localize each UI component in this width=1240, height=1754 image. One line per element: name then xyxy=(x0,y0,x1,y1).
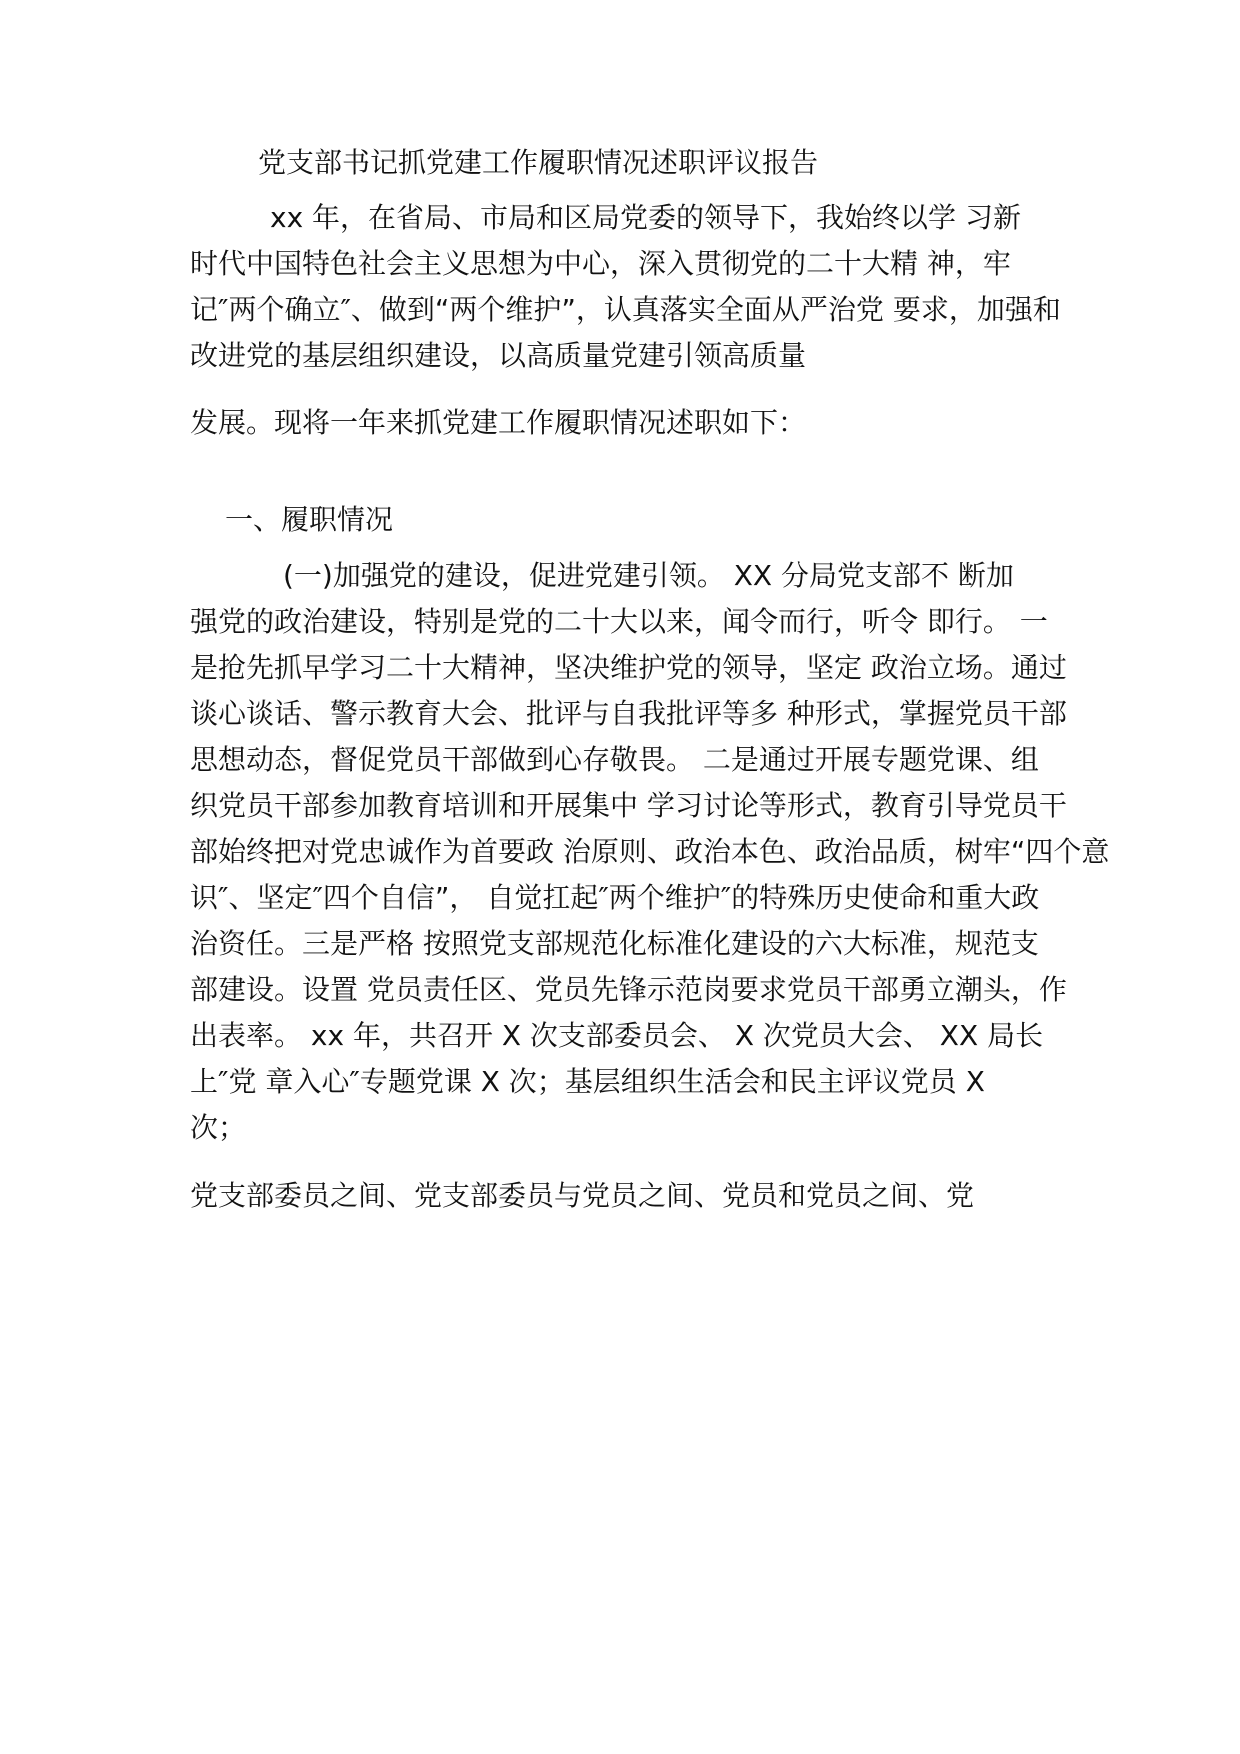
intro-line: 发展。现将一年来抓党建工作履职情况述职如下： xyxy=(190,406,807,439)
body-line: 出表率。 xx 年，共召开 X 次支部委员会、 X 次党员大会、 XX 局长 xyxy=(190,1019,1044,1052)
body-line: 识″、坚定″四个自信”， 自觉扛起″两个维护″的特殊历史使命和重大政 xyxy=(190,881,1040,914)
body-line: 上″党 章入心″专题党课 X 次；基层组织生活会和民主评议党员 X xyxy=(190,1065,985,1098)
document-title: 党支部书记抓党建工作履职情况述职评议报告 xyxy=(258,146,819,179)
body-line: 谈心谈话、警示教育大会、批评与自我批评等多 种形式，掌握党员干部 xyxy=(190,697,1067,730)
intro-line: xx 年，在省局、市局和区局党委的领导下，我始终以学 习新 xyxy=(270,201,1021,234)
body-line: (一)加强党的建设，促进党建引领。 XX 分局党支部不 断加 xyxy=(283,559,1014,592)
body-line: 次； xyxy=(190,1111,247,1144)
intro-line: 记″两个确立″、做到“两个维护”，认真落实全面从严治党 要求，加强和 xyxy=(190,293,1061,326)
body-line: 治资任。三是严格 按照党支部规范化标准化建设的六大标准，规范支 xyxy=(190,927,1039,960)
body-line: 是抢先抓早学习二十大精神，坚决维护党的领导，坚定 政治立场。通过 xyxy=(190,651,1067,684)
body-line: 思想动态，督促党员干部做到心存敬畏。 二是通过开展专题党课、组 xyxy=(190,743,1039,776)
body-line: 部建设。设置 党员责任区、党员先锋示范岗要求党员干部勇立潮头，作 xyxy=(190,973,1067,1006)
body-line: 织党员干部参加教育培训和开展集中 学习讨论等形式，教育引导党员干 xyxy=(190,789,1067,822)
body-line: 强党的政治建设，特别是党的二十大以来，闻令而行，听令 即行。 一 xyxy=(190,605,1048,638)
section-heading: 一、履职情况 xyxy=(225,503,394,536)
body-line: 党支部委员之间、党支部委员与党员之间、党员和党员之间、党 xyxy=(190,1179,975,1212)
body-line: 部始终把对党忠诚作为首要政 治原则、政治本色、政治品质，树牢“四个意 xyxy=(190,835,1110,868)
intro-line: 时代中国特色社会主义思想为中心，深入贯彻党的二十大精 神，牢 xyxy=(190,247,1011,280)
intro-line: 改进党的基层组织建设，以高质量党建引领高质量 xyxy=(190,339,807,372)
